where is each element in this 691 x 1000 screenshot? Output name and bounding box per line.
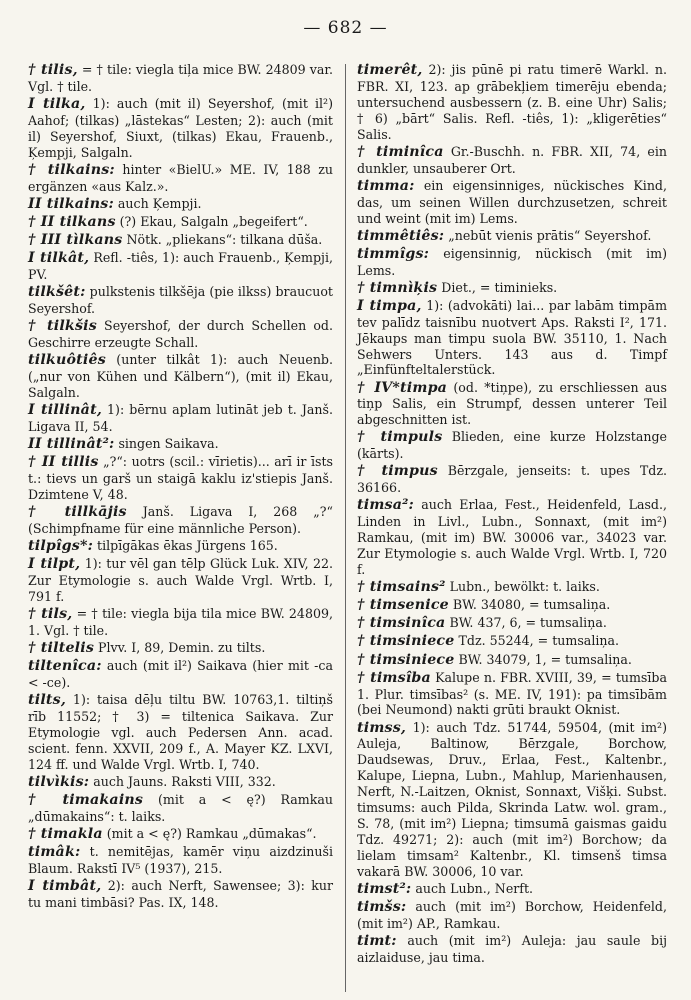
entry-text: „?“: uotrs (scil.: vīrietis)... arī ir īsts t.: tievs un garš un staigā kaklu iz'stiepis Janš. Dzimtene V, 48. — [28, 454, 334, 502]
entry-headword: II tilkains: — [28, 195, 114, 212]
dictionary-entry — [28, 454, 333, 503]
entry-headword: I tilpt, — [28, 556, 81, 573]
dictionary-entry — [357, 670, 667, 719]
entry-headword: † II tillis — [28, 454, 99, 471]
entry-text: auch Ķempji. — [113, 195, 202, 211]
entry-text: Kalupe n. FBR. XVIII, 39, = tumsība 1. Plur. timsības² (s. ME. IV, 191): pa timsībām (bei Neumond) nakti grūti braukt Oknist. — [357, 669, 667, 718]
left-column — [28, 62, 333, 912]
dictionary-entry — [357, 298, 667, 379]
dictionary-entry — [357, 228, 667, 245]
entry-text: auch (mit im²) Borchow, Heidenfeld, (mit im²) AP., Ramkau. — [357, 898, 667, 931]
dictionary-entry — [357, 899, 667, 932]
entry-headword: † tilis, — [28, 62, 78, 78]
dictionary-entry — [28, 436, 333, 453]
entry-text: BW. 34079, 1, = tumsaliņa. — [454, 651, 632, 667]
entry-headword: timâk: — [28, 844, 81, 860]
dictionary-entry — [28, 556, 333, 605]
dictionary-entry — [28, 826, 333, 843]
entry-headword: † timakla — [28, 825, 103, 842]
dictionary-entry — [28, 640, 333, 657]
entry-headword: tiltenîca: — [28, 658, 102, 675]
entry-headword: † timinîca — [357, 143, 444, 160]
entry-text: (unter tilkât 1): auch Neuenb. („nur von Kühen und Kälbern“), (mit il) Ekau, Salgaln. — [28, 352, 333, 400]
entry-headword: I tillinât, — [28, 402, 102, 418]
entry-headword: tilkšêt: — [28, 284, 86, 301]
entry-headword: † timnìķis — [357, 279, 438, 296]
entry-text: = † tile: viegla bija tila mice BW. 24809, 1. Vgl. † tile. — [28, 606, 333, 638]
entry-text: Plvv. I, 89, Demin. zu tilts. — [94, 640, 266, 655]
entry-headword: tilts, — [28, 692, 67, 709]
entry-headword: tilpîgs*: — [28, 538, 94, 554]
entry-headword: † tils, — [28, 606, 73, 622]
dictionary-entry — [28, 318, 333, 351]
entry-text: (mit a < ę?) Ramkau „dūmakas“. — [102, 825, 317, 841]
entry-text: hinter «BielU.» ME. IV, 188 zu ergänzen «aus Kalz.». — [28, 161, 334, 194]
entry-headword: † tilkšis — [28, 318, 97, 335]
dictionary-entry — [357, 720, 667, 880]
entry-headword: † timsîba — [357, 669, 431, 686]
dictionary-entry — [28, 692, 333, 773]
entry-text: ein eigensinniges, nückisches Kind, das, um seinen Willen durchzusetzen, schreit und weint (mit im) Lems. — [357, 177, 667, 226]
entry-text: auch Erlaa, Fest., Heidenfeld, Lasd., Linden in Livl., Lubn., Sonnaxt, (mit im²) Ramkau, (mit im) BW. 30006 var., 34023 var. Zur Etymologie s. auch Walde Vrgl. Wrtb. I, 720 f. — [357, 497, 667, 578]
entry-text: Tdz. 55244, = tumsaliņa. — [454, 633, 619, 649]
entry-headword: timt: — [357, 932, 397, 949]
dictionary-entry — [28, 878, 333, 911]
entry-headword: † tillkājis — [28, 504, 127, 520]
entry-headword: † timpus — [357, 463, 438, 480]
entry-headword: timšs: — [357, 898, 407, 915]
entry-text: BW. 437, 6, = tumsaliņa. — [445, 615, 607, 631]
entry-text: 1): taisa dēļu tiltu BW. 10763,1. tiltiņš rīb 11552; † 3) = tiltenica Saikava. Zur Etymologie vgl. auch Pedersen Ann. acad. scient. fenn. XXVII, 209 f., A. Mayer KZ. LXVI, 124 ff. und Walde Vrgl. Wrtb. I, 740. — [28, 692, 333, 772]
dictionary-entry — [357, 62, 667, 143]
entry-headword: † timakains — [28, 791, 144, 808]
dictionary-entry — [28, 62, 333, 95]
entry-headword: timmêtiês: — [357, 227, 445, 244]
dictionary-entry — [357, 933, 667, 966]
dictionary-entry — [28, 232, 333, 249]
entry-headword: timerêt, — [357, 62, 423, 78]
entry-headword: timss, — [357, 719, 407, 736]
dictionary-entry — [357, 144, 667, 177]
entry-headword: tilkuôtiês — [28, 352, 106, 369]
dictionary-entry — [357, 633, 667, 650]
entry-text: auch (mit il²) Saikava (hier mit -ca < -ce). — [28, 658, 333, 690]
entry-text: 1): tur vēl gan tēlp Glück Luk. XIV, 22. Zur Etymologie s. auch Walde Vrgl. Wrtb. I, 791 f. — [28, 556, 333, 604]
entry-headword: tilvìkis: — [28, 773, 90, 790]
entry-headword: † timsiniece — [357, 633, 455, 650]
entry-text: Seyershof, der durch Schellen od. Geschirre erzeugte Schall. — [28, 318, 333, 350]
entry-text: 2): auch Nerft, Sawensee; 3): kur tu mani timbāsi? Pas. IX, 148. — [28, 878, 333, 910]
entry-text: (?) Ekau, Salgaln „begeifert“. — [115, 213, 308, 229]
entry-headword: I timbât, — [28, 878, 102, 894]
page-number: — 682 — — [303, 18, 388, 38]
entry-text: Gr.-Buschh. n. FBR. XII, 74, ein dunkler, unsauberer Ort. — [357, 143, 667, 176]
entry-text: Refl. -tiês, 1): auch Frauenb., Ķempji, PV. — [28, 250, 333, 282]
entry-headword: † II tilkans — [28, 213, 116, 230]
dictionary-entry — [28, 214, 333, 231]
entry-text: auch (mit im²) Auleja: jau saule bij aizlaiduse, jau tima. — [357, 932, 667, 965]
dictionary-entry — [357, 652, 667, 669]
entry-text: Nötk. „pliekans“: tilkana dūša. — [122, 232, 323, 247]
entry-text: 2): jis pūnē pi ratu timerē Warkl. n. FBR. XI, 123. ap grābekļiem timerēju ebenda; untersuchend ausbessern (z. B. eine Uhr) Salis; † 6) „bārt“ Salis. Refl. -tiês, 1): „kligerēties“ Salis. — [357, 62, 667, 142]
column-divider — [345, 64, 346, 992]
entry-text: tilpīgākas ēkas Jürgens 165. — [93, 538, 278, 553]
entry-text: Bērzgale, jenseits: t. upes Tdz. 36166. — [357, 463, 667, 496]
entry-text: „nebūt vienis prātis“ Seyershof. — [444, 227, 652, 243]
entry-headword: I timpa, — [357, 297, 422, 314]
dictionary-entry — [28, 96, 333, 161]
entry-text: 1): (advokāti) lai... par labām timpām tev palīdz taisnību nuotvert Aps. Raksti I², 171. Jēkaups man timpu suola BW. 35110, 1. Nach Sehwers Unters. 143 aus d. Timpf „Einfünfteltalerstück. — [357, 297, 668, 378]
entry-headword: timsa²: — [357, 497, 414, 514]
entry-headword: timmîgs: — [357, 245, 430, 262]
entry-text: auch Lubn., Nerft. — [411, 880, 534, 896]
entry-text: 1): bērnu aplam lutināt jeb t. Janš. Ligava II, 54. — [28, 402, 333, 434]
dictionary-entry — [357, 497, 667, 578]
dictionary-entry — [357, 463, 667, 496]
entry-text: pulkstenis tilkšēja (pie ilkss) braucuot Seyershof. — [28, 284, 333, 316]
dictionary-entry — [28, 504, 333, 537]
dictionary-entry — [357, 429, 667, 462]
entry-text: 1): auch Tdz. 51744, 59504, (mit im²) Auleja, Baltinow, Bērzgale, Borchow, Daudsewas, Druv., Erlaa, Fest., Kaltenbr., Kalupe, Liepna, Lubn., Mahlup, Marienhausen, Nerft, N.-Laitzen, Oknist, Sonnaxt, Višķi. Subst. timsums: auch Pilda, Skrinda Latw. wol. gram., S. 78, (mit im²) Liepna; timsumā gaismas gaidu Tdz. 49271; 2): auch (mit im²) Borchow; da lielam timsam² Kaltenbr., Kl. timsenš timsa vakarā BW. 30006, 10 var. — [357, 719, 667, 879]
dictionary-entry — [28, 844, 333, 877]
entry-text: Lubn., bewölkt: t. laiks. — [445, 579, 600, 595]
entry-headword: † timsenice — [357, 597, 449, 614]
entry-text: Diet., = timinieks. — [437, 279, 558, 295]
entry-text: Blieden, eine kurze Holzstange (kārts). — [357, 429, 667, 462]
entry-headword: † III tìlkans — [28, 232, 123, 248]
dictionary-entry — [357, 597, 667, 614]
entry-text: eigensinnig, nückisch (mit im) Lems. — [357, 245, 667, 278]
entry-headword: II tillinât²: — [28, 436, 115, 452]
entry-headword: I tilka, — [28, 96, 86, 112]
dictionary-entry — [357, 579, 667, 596]
entry-text: Janš. Ligava I, 268 „?“ (Schimpfname für eine männliche Person). — [28, 504, 333, 536]
dictionary-entry — [28, 606, 333, 639]
dictionary-entry — [357, 380, 667, 429]
entry-headword: timst²: — [357, 880, 412, 897]
entry-text: t. nemitējas, kamēr viņu aizdzinuši Blaum. Rakstī IV⁵ (1937), 215. — [28, 844, 333, 876]
entry-headword: † timsains² — [357, 579, 446, 596]
entry-text: auch Jauns. Raksti VIII, 332. — [89, 773, 276, 789]
entry-headword: † tiltelis — [28, 640, 95, 656]
dictionary-entry — [28, 792, 333, 825]
dictionary-entry — [357, 615, 667, 632]
entry-headword: † IV*timpa — [357, 379, 448, 396]
dictionary-entry — [28, 284, 333, 317]
dictionary-entry — [357, 881, 667, 898]
entry-text: 1): auch (mit il) Seyershof, (mit il²) Aahof; (tilkas) „lāstekas“ Lesten; 2): auch (mit il) Seyershof, Siuxt, (tilkas) Ekau, Frauenb., Ķempji, Salgaln. — [28, 96, 333, 160]
entry-text: = † tile: viegla tiļa mice BW. 24809 var. Vgl. † tile. — [28, 62, 334, 94]
dictionary-entry — [28, 250, 333, 283]
dictionary-entry — [28, 658, 333, 691]
entry-text: (od. *tiņpe), zu erschliessen aus tiņp Salis, ein Strumpf, dessen unterer Teil abgeschnitten ist. — [357, 379, 667, 428]
dictionary-entry — [28, 402, 333, 435]
dictionary-entry — [28, 162, 333, 195]
dictionary-entry — [28, 352, 333, 401]
entry-text: BW. 34080, = tumsaliņa. — [448, 597, 611, 613]
dictionary-entry — [28, 196, 333, 213]
dictionary-entry — [357, 246, 667, 279]
entry-headword: † tilkains: — [28, 161, 115, 178]
dictionary-entry — [357, 178, 667, 227]
dictionary-entry — [357, 280, 667, 297]
entry-text: singen Saikava. — [114, 436, 219, 451]
entry-headword: timma: — [357, 177, 415, 194]
entry-text: (mit a < ę?) Ramkau „dūmakains“: t. laiks. — [28, 791, 333, 824]
right-column — [357, 62, 667, 967]
entry-headword: † timsinîca — [357, 615, 446, 632]
dictionary-entry — [28, 538, 333, 555]
dictionary-entry — [28, 774, 333, 791]
entry-headword: † timpuls — [357, 429, 443, 446]
entry-headword: I tilkât, — [28, 250, 90, 267]
entry-headword: † timsiniece — [357, 651, 455, 668]
